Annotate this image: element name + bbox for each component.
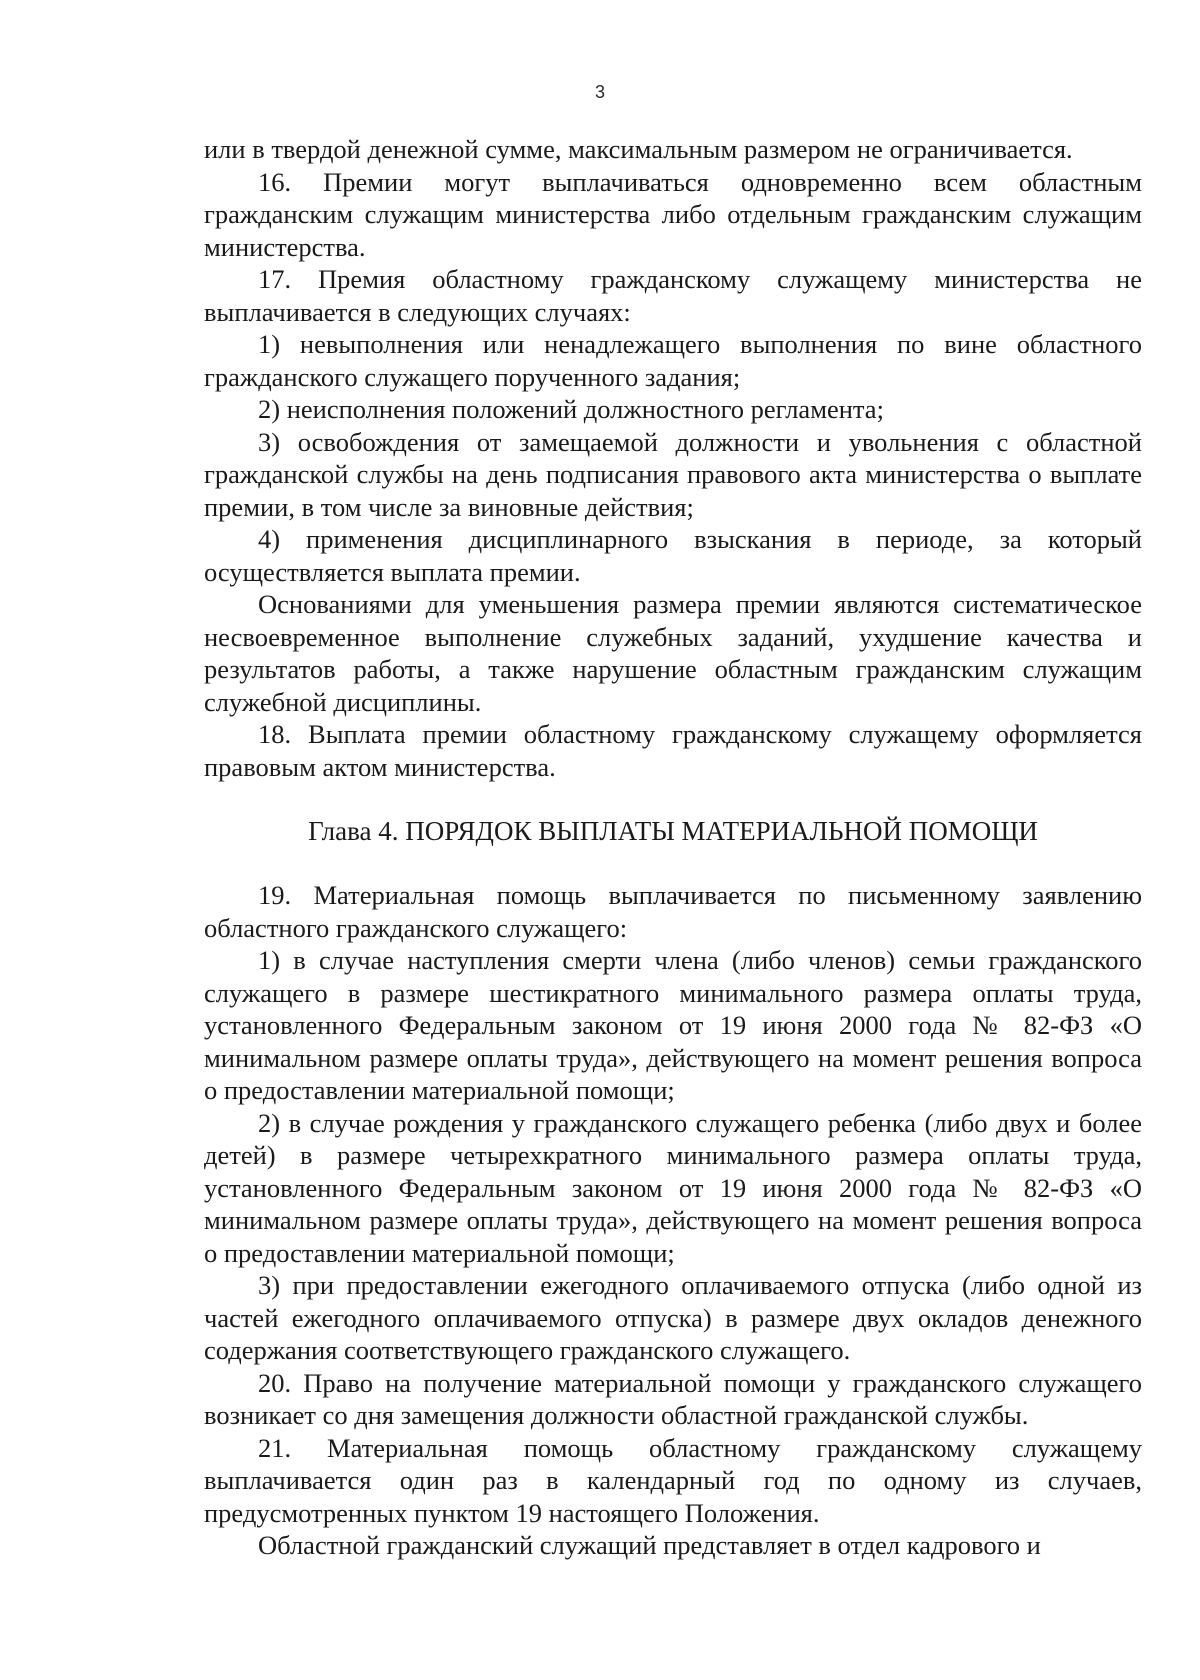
paragraph: 21. Материальная помощь областному гражданскому служащему выплачивается один раз в календарный год по одному из случаев, предусмотренных пунктом 19 настоящего Положения.	[204, 1432, 1142, 1528]
paragraph: 4) применения дисциплинарного взыскания в периоде, за который осуществляется выплата премии.	[204, 524, 1142, 587]
paragraph: Основаниями для уменьшения размера премии являются систематическое несвоевременное выполнение служебных заданий, ухудшение качества и результатов работы, а также нарушение областным гражданским служащим служебной дисциплины.	[204, 589, 1142, 717]
page-number: 3	[594, 82, 605, 102]
paragraph: 3) при предоставлении ежегодного оплачиваемого отпуска (либо одной из частей ежегодного оплачиваемого отпуска) в размере двух окладов денежного содержания соответствующего гражданского служащего.	[204, 1270, 1142, 1365]
paragraph: 18. Выплата премии областному гражданскому служащему оформляется правовым актом министерства.	[204, 719, 1142, 782]
paragraph: 2) неисполнения положений должностного регламента;	[258, 394, 884, 424]
paragraph: 3) освобождения от замещаемой должности и увольнения с областной гражданской службы на день подписания правового акта министерства о выплате премии, в том числе за виновные действия;	[204, 426, 1142, 522]
paragraph: 17. Премия областному гражданскому служащему министерства не выплачивается в следующих случаях:	[204, 264, 1142, 327]
chapter-title: Глава 4. ПОРЯДОК ВЫПЛАТЫ МАТЕРИАЛЬНОЙ ПОМОЩИ	[308, 816, 1038, 846]
paragraph: 1) невыполнения или ненадлежащего выполнения по вине областного гражданского служащего порученного задания;	[204, 329, 1142, 392]
paragraph: 19. Материальная помощь выплачивается по письменному заявлению областного гражданского служащего:	[204, 880, 1142, 943]
paragraph: 16. Премии могут выплачиваться одновременно всем областным гражданским служащим министерства либо отдельным гражданским служащим министерства.	[204, 166, 1142, 262]
paragraph: 20. Право на получение материальной помощи у гражданского служащего возникает со дня замещения должности областной гражданской службы.	[204, 1367, 1142, 1430]
paragraph: или в твердой денежной сумме, максимальным размером не ограничивается.	[204, 134, 1073, 164]
paragraph: 1) в случае наступления смерти члена (либо членов) семьи гражданского служащего в размере шестикратного минимального размера оплаты труда, установленного Федеральным законом от 19 июня 2000 года № 82-ФЗ «О минимальном размере оплаты труда», действующего на момент решения вопроса о предоставлении материальной помощи;	[204, 945, 1142, 1105]
paragraph: Областной гражданский служащий представляет в отдел кадрового и	[258, 1530, 1041, 1560]
document-body	[204, 133, 1142, 1562]
paragraph: 2) в случае рождения у гражданского служащего ребенка (либо двух и более детей) в размере четырехкратного минимального размера оплаты труда, установленного Федеральным законом от 19 июня 2000 года № 82-ФЗ «О минимальном размере оплаты труда», действующего на момент решения вопроса о предоставлении материальной помощи;	[204, 1107, 1142, 1268]
